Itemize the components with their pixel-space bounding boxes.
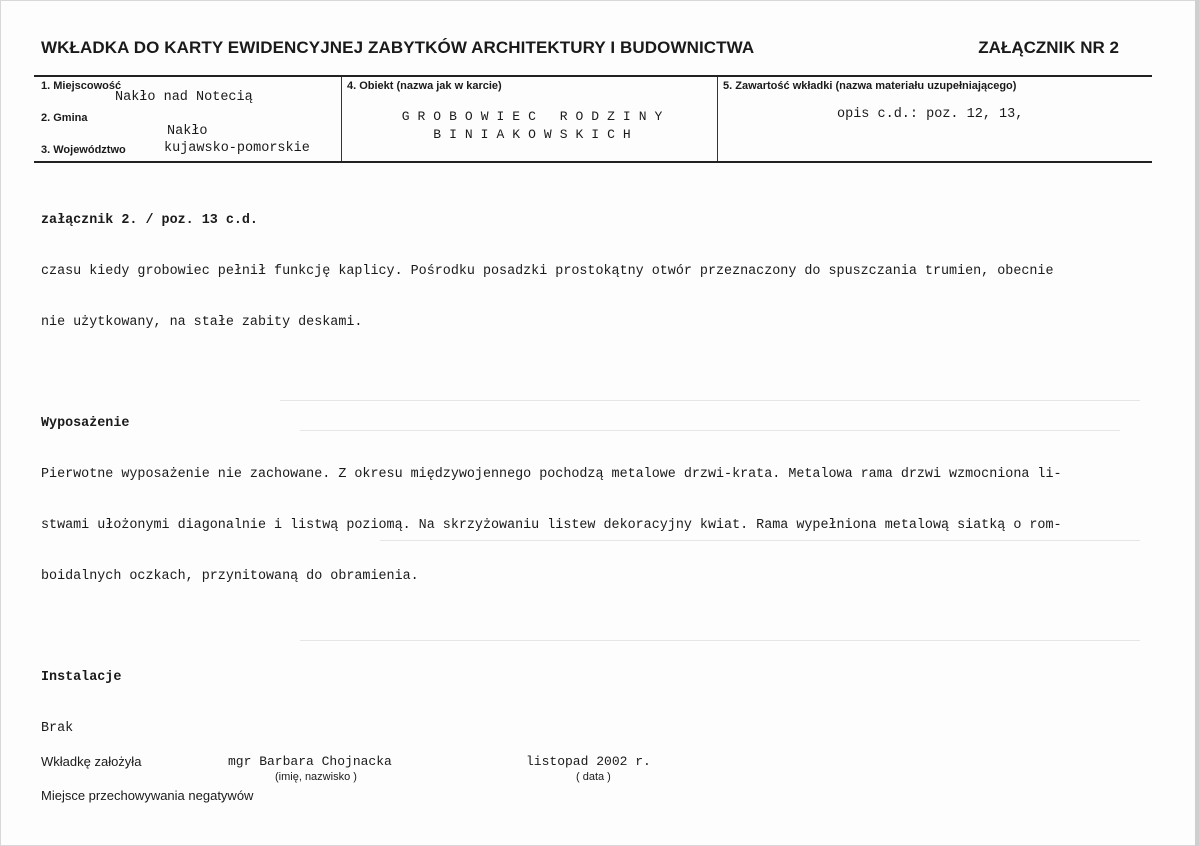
- equipment-heading: Wyposażenie: [41, 416, 130, 431]
- installations-heading: Instalacje: [41, 670, 122, 685]
- paragraph-line: czasu kiedy grobowiec pełnił funkcję kaplicy. Pośrodku posadzki prostokątny otwór przeznaczony do spuszczania trumien, obecnie: [41, 264, 1054, 279]
- negatives-location-label: Miejsce przechowywania negatywów: [41, 788, 254, 803]
- annex-number: ZAŁĄCZNIK NR 2: [978, 38, 1119, 57]
- document-title: WKŁADKA DO KARTY EWIDENCYJNEJ ZABYTKÓW ARCHITEKTURY I BUDOWNICTWA: [41, 38, 755, 57]
- paragraph-line: Brak: [41, 721, 74, 736]
- form-table: [34, 75, 1152, 163]
- locality-value: Nakło nad Notecią: [115, 90, 253, 105]
- paragraph-line: Pierwotne wyposażenie nie zachowane. Z okresu międzywojennego pochodzą metalowe drzwi-krata. Metalowa rama drzwi wzmocniona li-: [41, 467, 1062, 482]
- paragraph-line: stwami ułożonymi diagonalnie i listwą poziomą. Na skrzyżowaniu listew dekoracyjny kwiat. Rama wypełniona metalową siatką o rom-: [41, 518, 1062, 533]
- contents-value: opis c.d.: poz. 12, 13,: [837, 107, 1024, 122]
- object-name-line2: BINIAKOWSKICH: [433, 127, 639, 142]
- paragraph-line: boidalnych oczkach, przynitowaną do obramienia.: [41, 569, 419, 584]
- bleed-through-mark: [300, 430, 1120, 431]
- bleed-through-mark: [280, 400, 1140, 401]
- contents-label: 5. Zawartość wkładki (nazwa materiału uzupełniającego): [723, 80, 1017, 92]
- section-heading: załącznik 2. / poz. 13 c.d.: [41, 213, 258, 228]
- commune-value: Nakło: [167, 124, 208, 139]
- column-divider: [341, 77, 342, 161]
- date-value: listopad 2002 r.: [526, 754, 651, 769]
- description-body: [41, 178, 1141, 754]
- author-name: mgr Barbara Chojnacka: [228, 754, 392, 769]
- voivodeship-label: 3. Województwo: [41, 144, 126, 156]
- commune-label: 2. Gmina: [41, 112, 88, 124]
- paragraph-line: nie użytkowany, na stałe zabity deskami.: [41, 315, 363, 330]
- date-caption: ( data ): [576, 771, 611, 783]
- author-caption: (imię, nazwisko ): [275, 771, 357, 783]
- object-label: 4. Obiekt (nazwa jak w karcie): [347, 80, 502, 92]
- scan-edge: [1195, 0, 1199, 846]
- bleed-through-mark: [380, 540, 1140, 541]
- object-name-line1: GROBOWIEC RODZINY: [401, 109, 671, 124]
- created-by-label: Wkładkę założyła: [41, 754, 142, 769]
- locality-label: 1. Miejscowość: [41, 80, 122, 92]
- voivodeship-value: kujawsko-pomorskie: [164, 141, 310, 156]
- bleed-through-mark: [300, 640, 1140, 641]
